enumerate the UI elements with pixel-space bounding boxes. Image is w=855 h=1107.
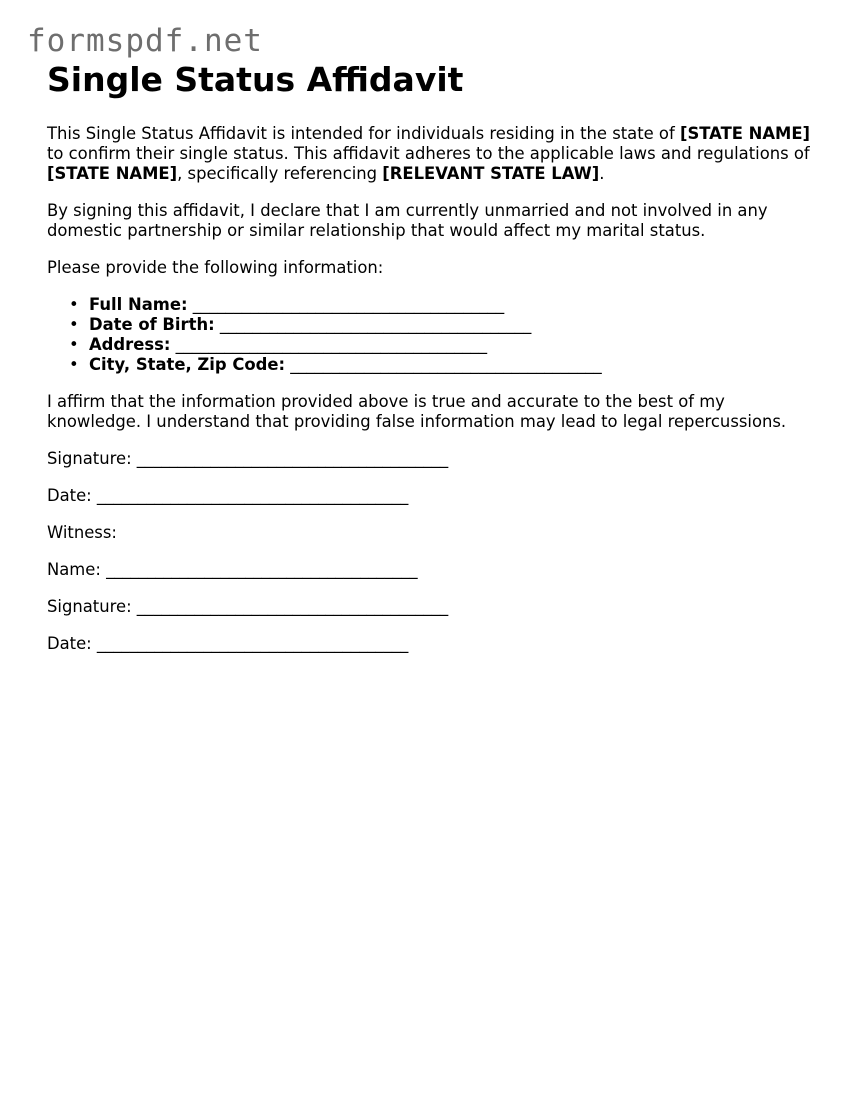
info-field-list <box>47 295 822 375</box>
intro-text-2: to confirm their single status. This affidavit adheres to the applicable laws and regulations of <box>47 144 810 163</box>
signature-line[interactable]: Signature: ______________________________________ <box>47 449 449 468</box>
date-of-birth-blank[interactable]: ______________________________________ <box>214 315 532 334</box>
address-field[interactable] <box>89 335 822 355</box>
city-state-zip-field[interactable] <box>89 355 822 375</box>
page-title: Single Status Affidavit <box>47 60 464 99</box>
state-law-placeholder: [RELEVANT STATE LAW] <box>382 164 600 183</box>
witness-date-line[interactable]: Date: ______________________________________ <box>47 634 409 653</box>
city-state-zip-label: City, State, Zip Code: <box>89 355 286 374</box>
intro-paragraph <box>47 124 822 184</box>
witness-signature-line[interactable]: Signature: ______________________________________ <box>47 597 449 616</box>
address-blank[interactable]: ______________________________________ <box>170 335 488 354</box>
provide-prompt: Please provide the following information: <box>47 258 384 277</box>
intro-text-1: This Single Status Affidavit is intended for individuals residing in the state of <box>47 124 680 143</box>
state-name-placeholder-2: [STATE NAME] <box>47 164 178 183</box>
date-of-birth-field[interactable] <box>89 315 822 335</box>
full-name-label: Full Name: <box>89 295 188 314</box>
declaration-paragraph: By signing this affidavit, I declare that I am currently unmarried and not involved in any domestic partnership or similar relationship that would affect my marital status. <box>47 201 768 240</box>
intro-text-3: , specifically referencing <box>177 164 383 183</box>
full-name-blank[interactable]: ______________________________________ <box>187 295 505 314</box>
full-name-field[interactable] <box>89 295 822 315</box>
address-label: Address: <box>89 335 171 354</box>
date-line[interactable]: Date: ______________________________________ <box>47 486 409 505</box>
site-watermark: formspdf.net <box>27 23 263 59</box>
city-state-zip-blank[interactable]: ______________________________________ <box>285 355 602 374</box>
witness-heading: Witness: <box>47 523 117 542</box>
affidavit-document <box>47 58 822 654</box>
intro-text-4: . <box>599 164 605 183</box>
witness-name-line[interactable]: Name: ______________________________________ <box>47 560 418 579</box>
state-name-placeholder: [STATE NAME] <box>679 124 811 143</box>
affirmation-paragraph: I affirm that the information provided above is true and accurate to the best of my knowledge. I understand that providing false information may lead to legal repercussions. <box>47 392 787 431</box>
date-of-birth-label: Date of Birth: <box>89 315 215 334</box>
